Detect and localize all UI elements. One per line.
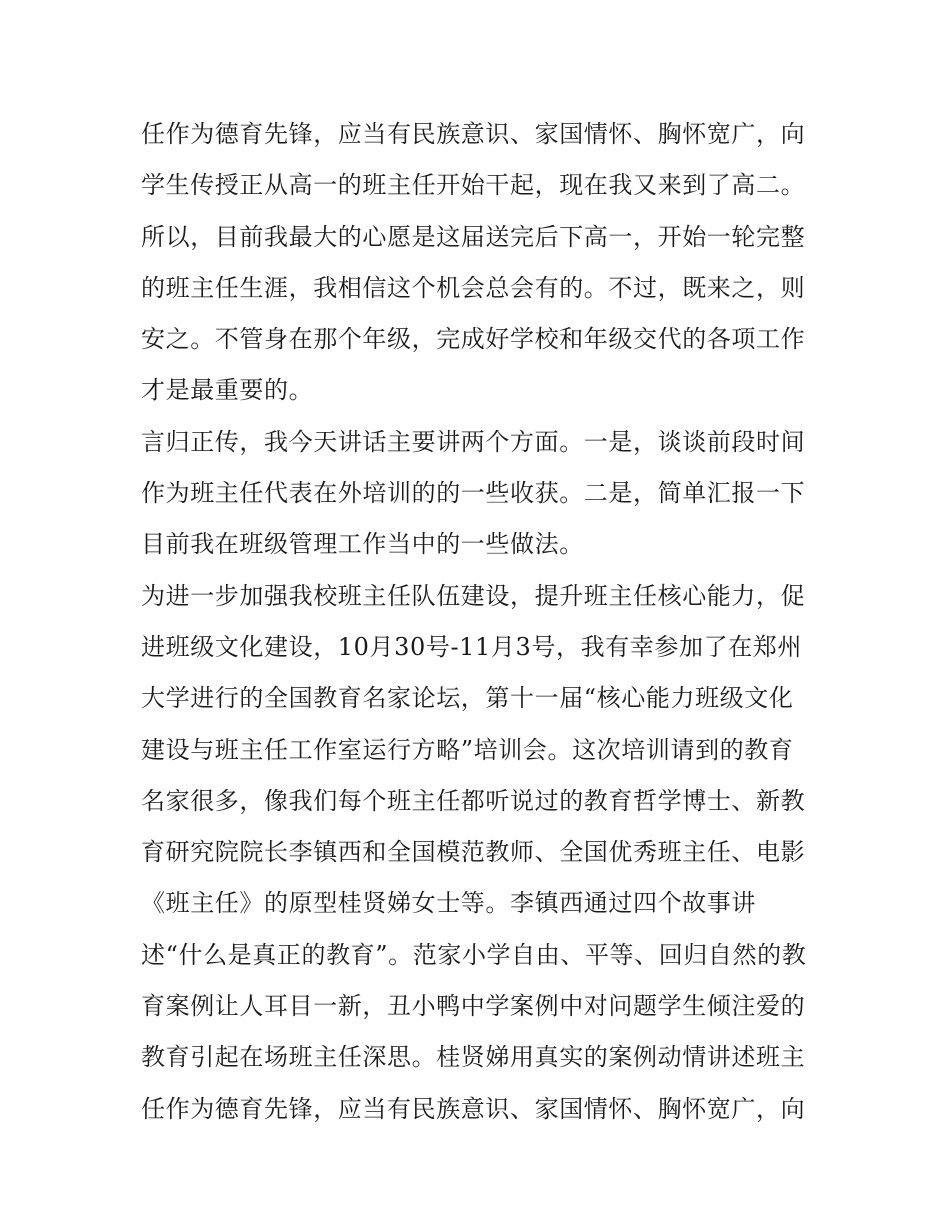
text-line: 教育引起在场班主任深思。桂贤娣用真实的案例动情讲述班主 [141,1043,806,1072]
text-line: 作为班主任代表在外培训的的一些收获。二是，简单汇报一下 [141,479,806,508]
text-line: 目前我在班级管理工作当中的一些做法。 [141,530,584,559]
text-line: 学生传授正从高一的班主任开始干起，现在我又来到了高二。 [141,171,806,200]
text-line: 大学进行的全国教育名家论坛，第十一届“核心能力班级文化 [141,684,794,713]
text-line: 育研究院院长李镇西和全国模范教师、全国优秀班主任、电影 [141,838,806,867]
text-line: 任作为德育先锋，应当有民族意识、家国情怀、胸怀宽广，向 [141,1094,806,1123]
text-line: 建设与班主任工作室运行方略”培训会。这次培训请到的教育 [141,735,794,764]
text-line: 言归正传，我今天讲话主要讲两个方面。一是，谈谈前段时间 [141,427,806,456]
text-line: 的班主任生涯，我相信这个机会总会有的。不过，既来之，则 [141,273,806,302]
text-line: 所以，目前我最大的心愿是这届送完后下高一，开始一轮完整 [141,222,806,251]
text-line: 安之。不管身在那个年级，完成好学校和年级交代的各项工作 [141,325,806,354]
text-line: 述“什么是真正的教育”。范家小学自由、平等、回归自然的教 [141,940,807,969]
text-line: 名家很多，像我们每个班主任都听说过的教育哲学博士、新教 [141,786,806,815]
text-line: 《班主任》的原型桂贤娣女士等。李镇西通过四个故事讲 [141,889,756,918]
text-line: 为进一步加强我校班主任队伍建设，提升班主任核心能力，促 [141,581,806,610]
text-line: 进班级文化建设，10月30号-11月3号，我有幸参加了在郑州 [141,632,802,661]
text-line: 才是最重要的。 [141,376,314,405]
text-line: 任作为德育先锋，应当有民族意识、家国情怀、胸怀宽广，向 [141,120,806,148]
body-text [141,109,821,1135]
text-line: 育案例让人耳目一新，丑小鸭中学案例中对问题学生倾注爱的 [141,992,806,1021]
